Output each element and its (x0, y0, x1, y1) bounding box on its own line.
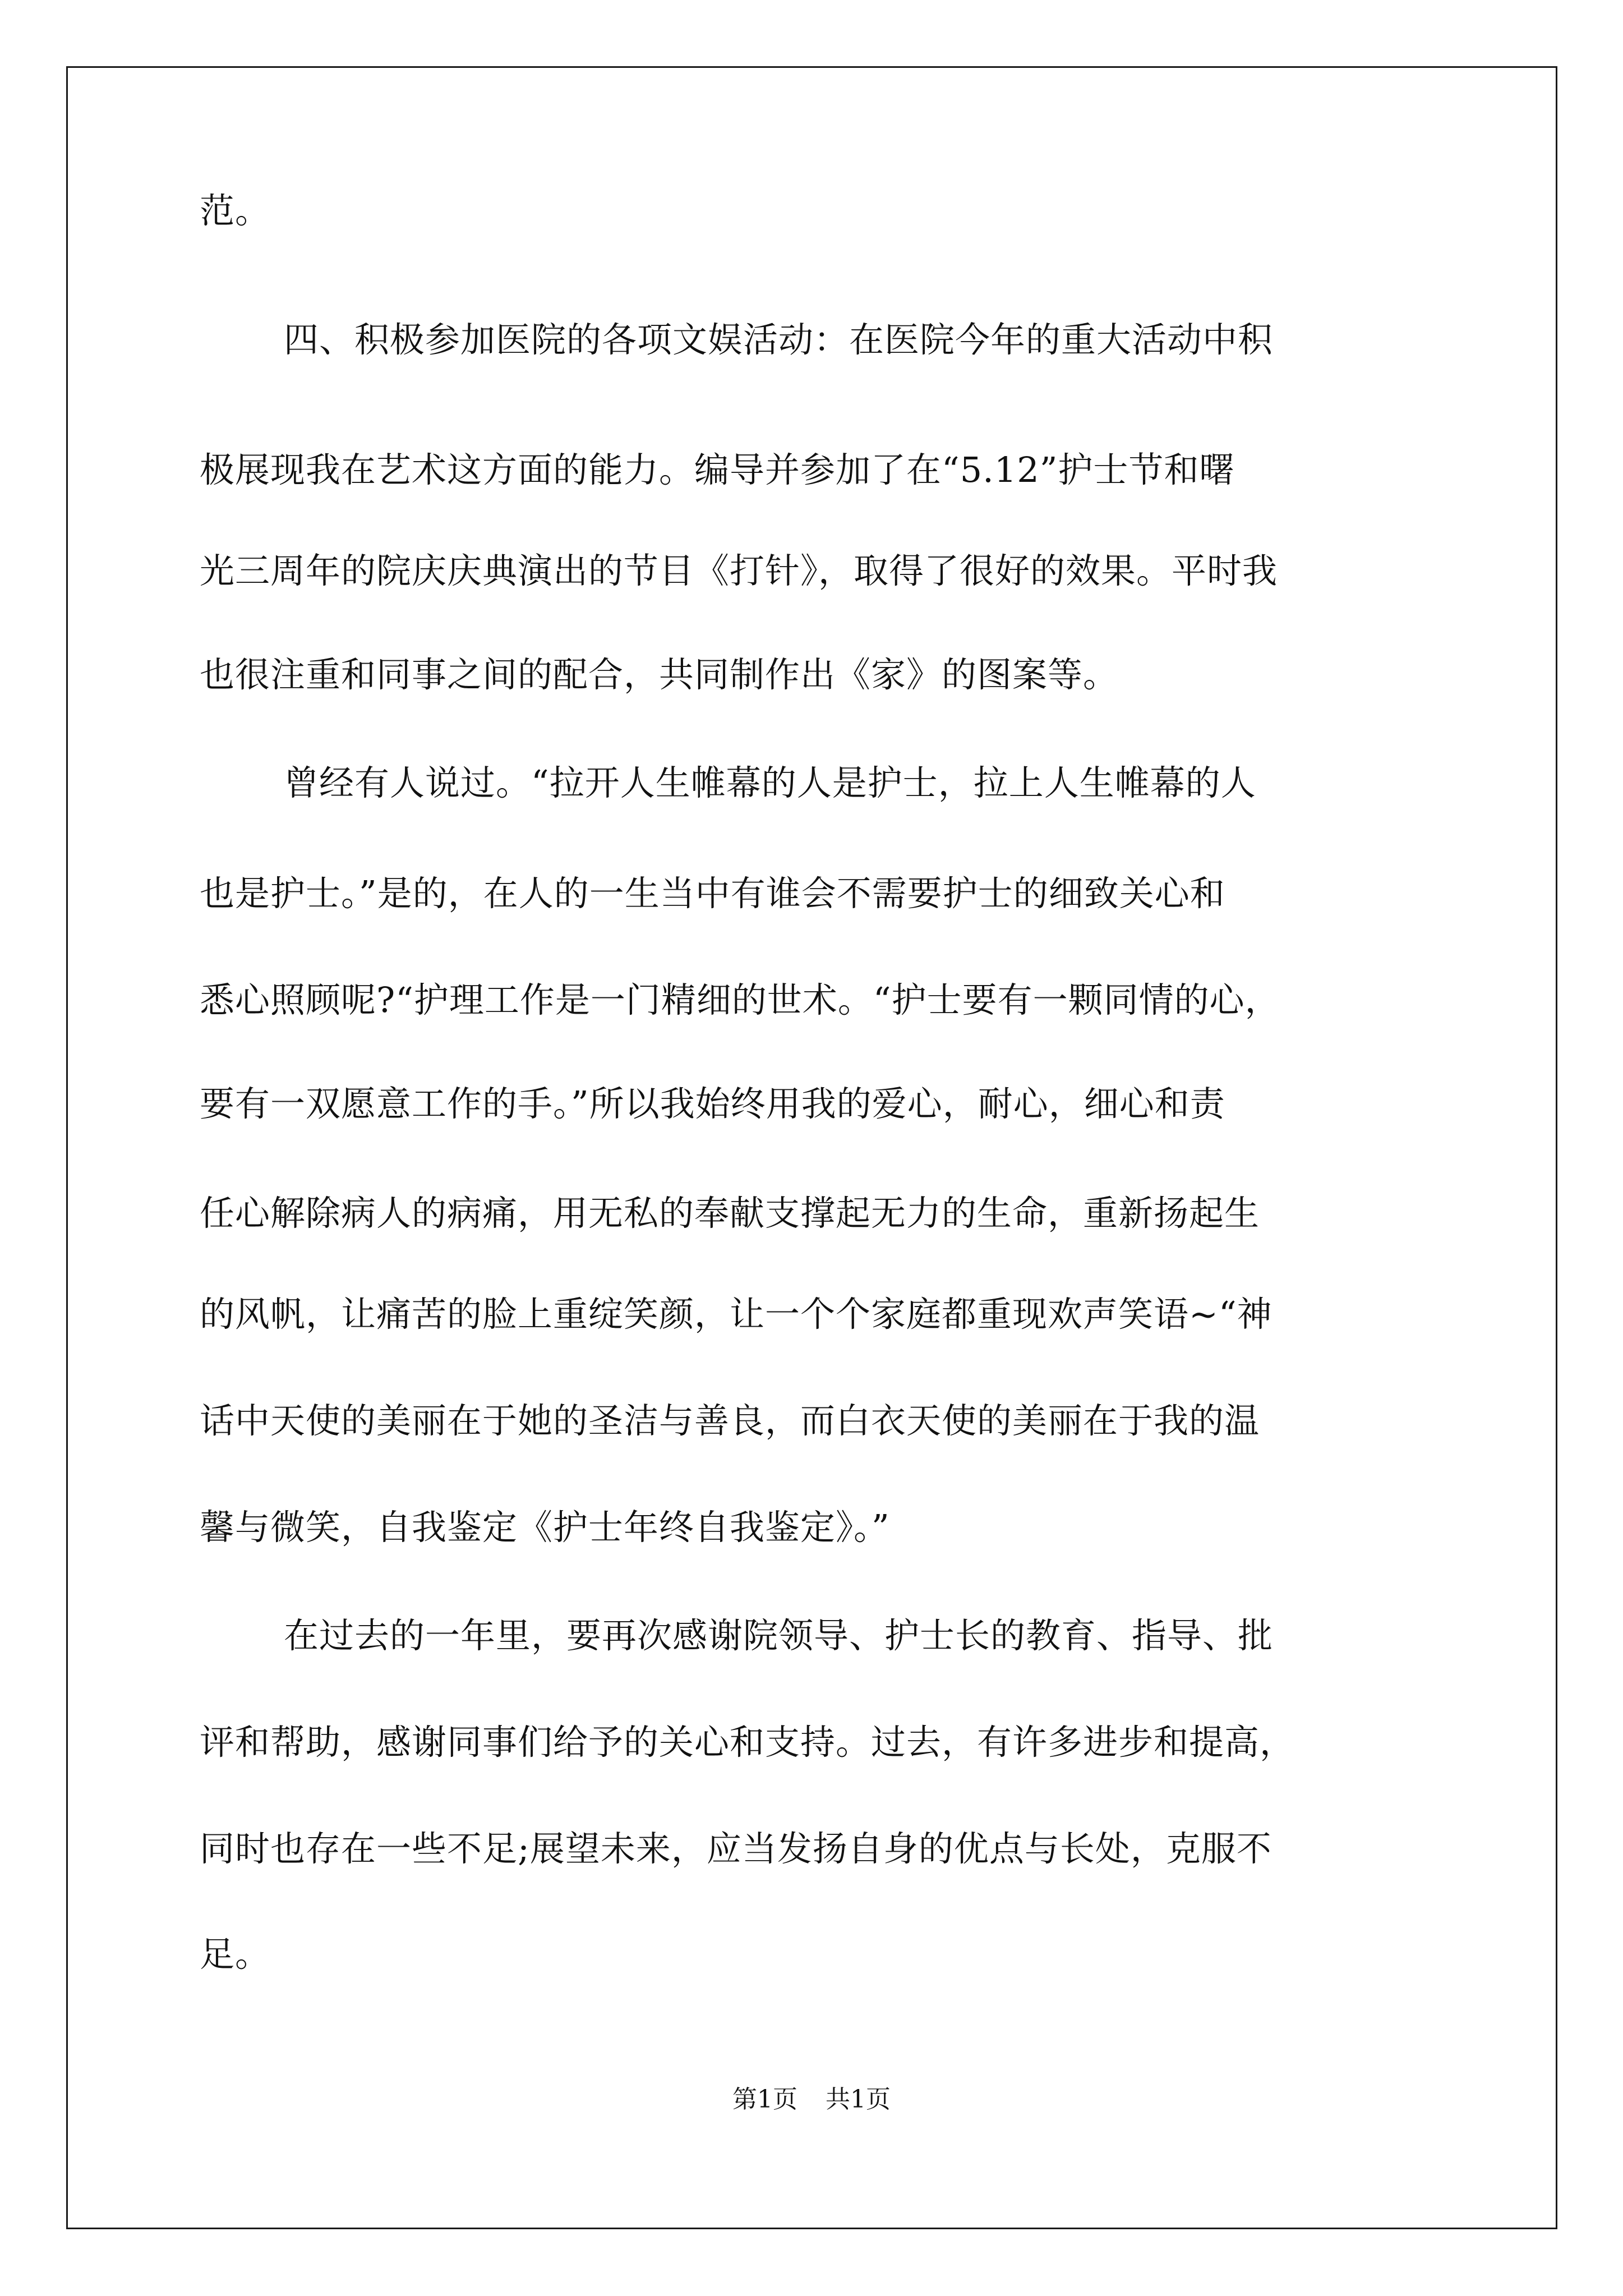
text-line: 馨与微笑，自我鉴定《护士年终自我鉴定》。” (200, 1507, 890, 1548)
page-footer (0, 2086, 1623, 2114)
text-line: 在过去的一年里，要再次感谢院领导、护士长的教育、指导、批 (284, 1615, 1274, 1656)
text-line: 同时也存在一些不足;展望未来，应当发扬自身的优点与长处，克服不 (200, 1828, 1272, 1869)
text-line: 光三周年的院庆庆典演出的节目《打针》，取得了很好的效果。平时我 (200, 550, 1278, 591)
text-line: 的风帆，让痛苦的脸上重绽笑颜，让一个个家庭都重现欢声笑语~“神 (200, 1294, 1272, 1335)
page-total: 共1页 (826, 2085, 891, 2114)
page-border (66, 66, 1557, 2229)
text-line: 也是护士。”是的，在人的一生当中有谁会不需要护士的细致关心和 (200, 873, 1225, 914)
text-line: 极展现我在艺术这方面的能力。编导并参加了在“5.12”护士节和曙 (200, 449, 1235, 490)
text-line: 要有一双愿意工作的手。”所以我始终用我的爱心，耐心，细心和责 (200, 1083, 1225, 1124)
text-line: 足。 (200, 1934, 271, 1975)
text-line: 四、积极参加医院的各项文娱活动：在医院今年的重大活动中积 (284, 319, 1274, 360)
text-line: 范。 (200, 190, 271, 231)
text-line: 悉心照顾呢?“护理工作是一门精细的世术。“护士要有一颗同情的心， (200, 979, 1280, 1020)
text-line: 评和帮助，感谢同事们给予的关心和支持。过去，有许多进步和提高， (200, 1722, 1295, 1763)
text-line: 任心解除病人的病痛，用无私的奉献支撑起无力的生命，重新扬起生 (200, 1193, 1260, 1234)
text-line: 曾经有人说过。“拉开人生帷幕的人是护士，拉上人生帷幕的人 (284, 762, 1256, 803)
text-line: 话中天使的美丽在于她的圣洁与善良，而白衣天使的美丽在于我的温 (200, 1400, 1260, 1441)
page-number: 第1页 (732, 2085, 797, 2114)
text-line: 也很注重和同事之间的配合，共同制作出《家》的图案等。 (200, 654, 1119, 695)
